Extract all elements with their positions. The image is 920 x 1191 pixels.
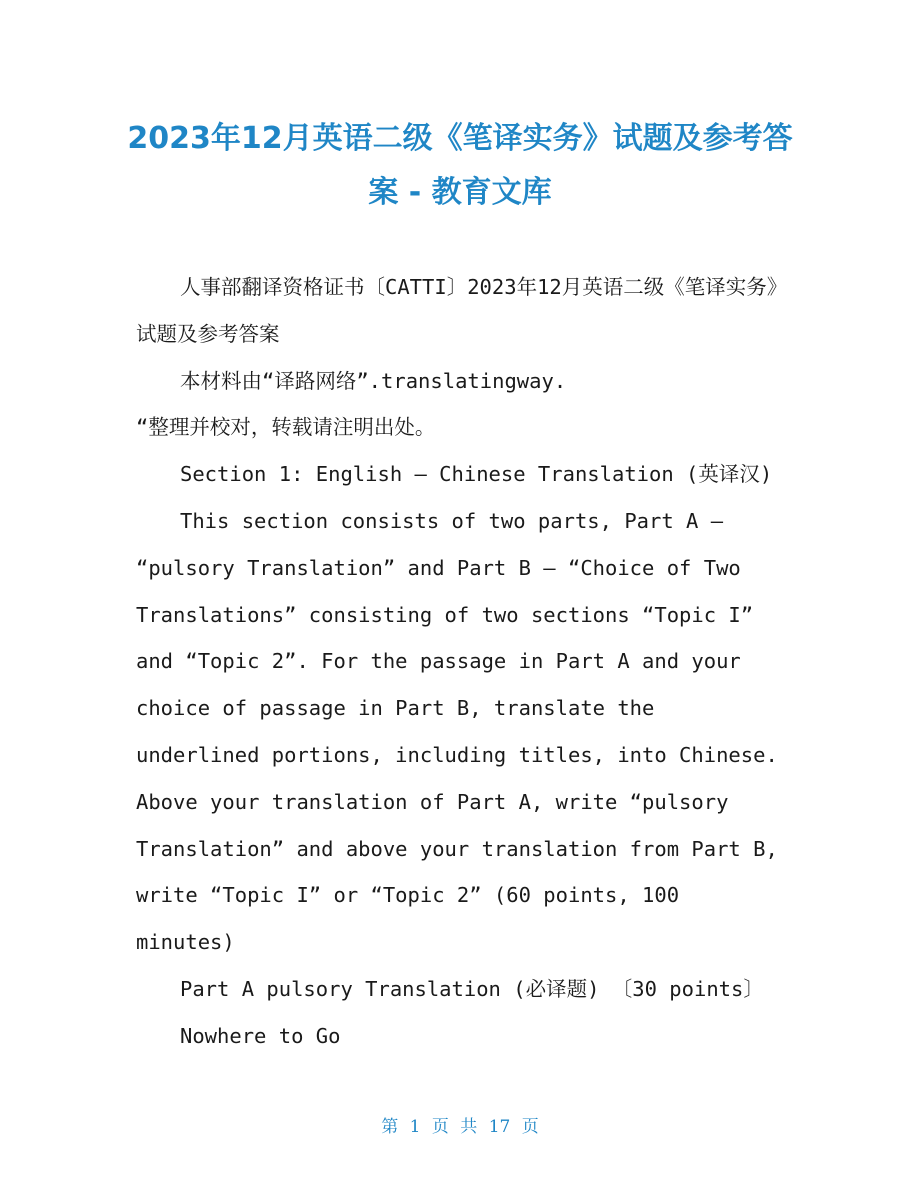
document-title: 2023年12月英语二级《笔译实务》试题及参考答案 - 教育文库	[127, 121, 793, 210]
document-body	[136, 264, 786, 1060]
passage-title: Nowhere to Go	[180, 1023, 341, 1048]
paragraph-note: “整理并校对，转载请注明出处。	[136, 415, 436, 440]
paragraph-intro: 人事部翻译资格证书〔CATTI〕2023年12月英语二级《笔译实务》试题及参考答案	[136, 275, 778, 346]
part-a-heading: Part A pulsory Translation (必译题) 〔30 points〕	[180, 976, 764, 1001]
page-footer: 第 1 页 共 17 页	[381, 1117, 539, 1137]
paragraph-source: 本材料由“译路网络”.translatingway.	[180, 368, 567, 393]
section-heading: Section 1: English – Chinese Translation (英译汉)	[180, 462, 773, 487]
paragraph-instructions: This section consists of two parts, Part A — “pulsory Translation” and Part B — “Choice of Two Translations” consisting of two sections “Topic I” and “Topic 2”. For the passage in Part A and your choice of passage in Part B, translate the underlined portions, including titles, into Chinese. Above your translation of Part A, write “pulsory Translation” and above your translation from Part B, write “Topic I” or “Topic 2” (60 points, 100 minutes)	[136, 508, 778, 955]
